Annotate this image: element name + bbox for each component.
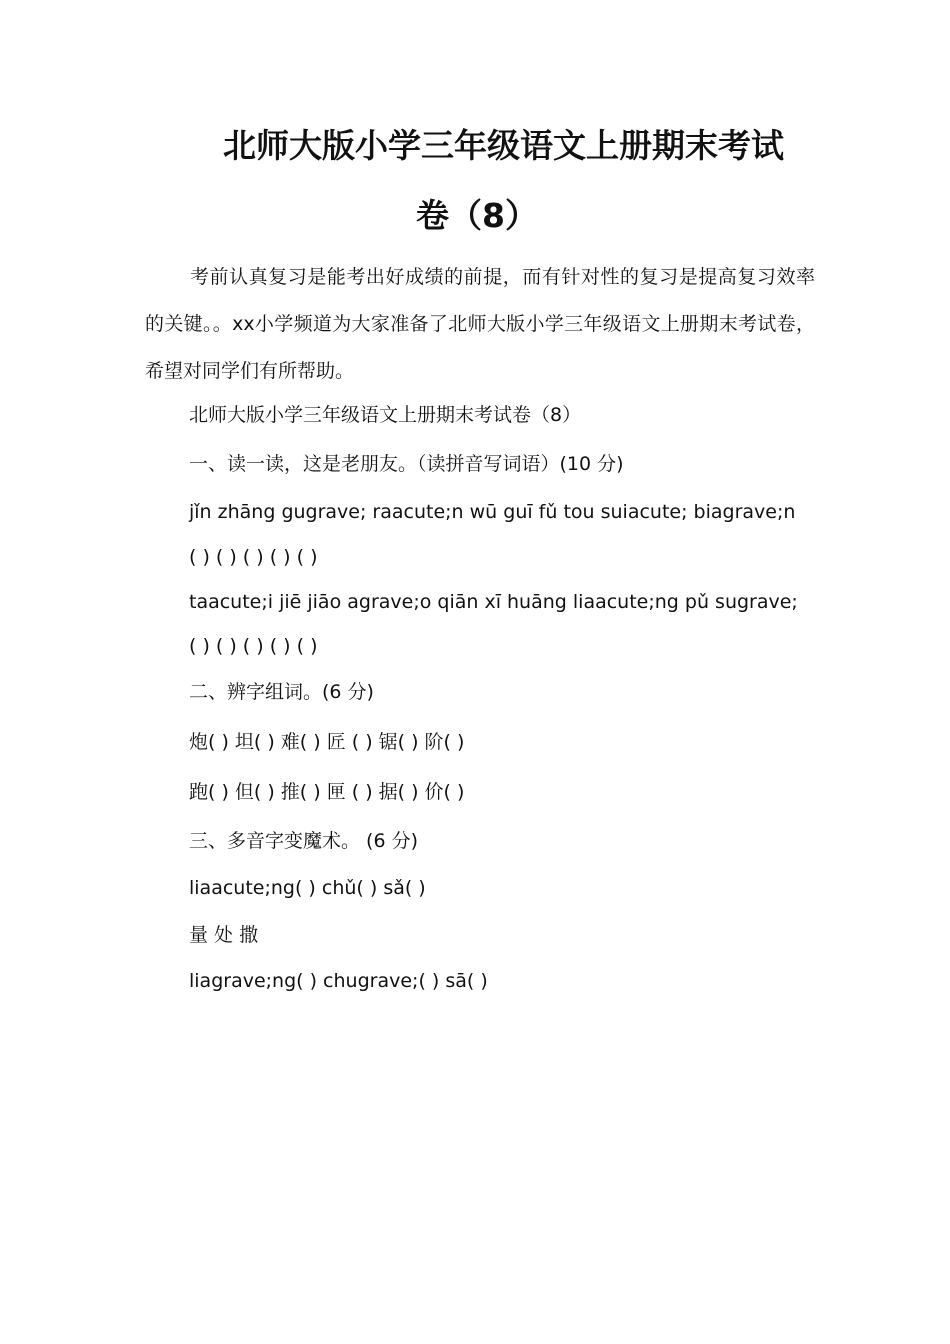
section-3-heading: 三、多音字变魔术。 (6 分) [189,830,418,852]
section-2-heading: 二、辨字组词。(6 分) [189,681,374,703]
character-row-2: 跑( ) 但( ) 推( ) 匣 ( ) 据( ) 价( ) [189,781,465,803]
polyphone-pinyin-row-2: liagrave;ng( ) chugrave;( ) sā( ) [189,970,488,992]
pinyin-row-2: taacute;i jiē jiāo agrave;o qiān xī huāng liaacute;ng pǔ sugrave; [189,591,798,613]
pinyin-row-1: jǐn zhāng gugrave; raacute;n wū guī fǔ tou suiacute; biagrave;n [189,501,796,523]
exam-subtitle: 北师大版小学三年级语文上册期末考试卷（8） [189,404,582,426]
answer-blanks-row-2: ( ) ( ) ( ) ( ) ( ) [189,635,318,657]
intro-paragraph: 考前认真复习是能考出好成绩的前提，而有针对性的复习是提高复习效率的关键。。xx小学频道为大家准备了北师大版小学三年级语文上册期末考试卷，希望对同学们有所帮助。 [145,266,815,382]
document-title-line-2: 卷（8） [416,196,538,235]
answer-blanks-row-1: ( ) ( ) ( ) ( ) ( ) [189,546,318,568]
document-title-line-1: 北师大版小学三年级语文上册期末考试 [223,126,784,165]
character-row-1: 炮( ) 坦( ) 难( ) 匠 ( ) 锯( ) 阶( ) [189,731,465,753]
section-1-heading: 一、读一读，这是老朋友。（读拼音写词语）(10 分) [189,453,624,475]
polyphone-characters-row: 量 处 撒 [189,924,259,946]
polyphone-pinyin-row-1: liaacute;ng( ) chǔ( ) sǎ( ) [189,877,426,899]
